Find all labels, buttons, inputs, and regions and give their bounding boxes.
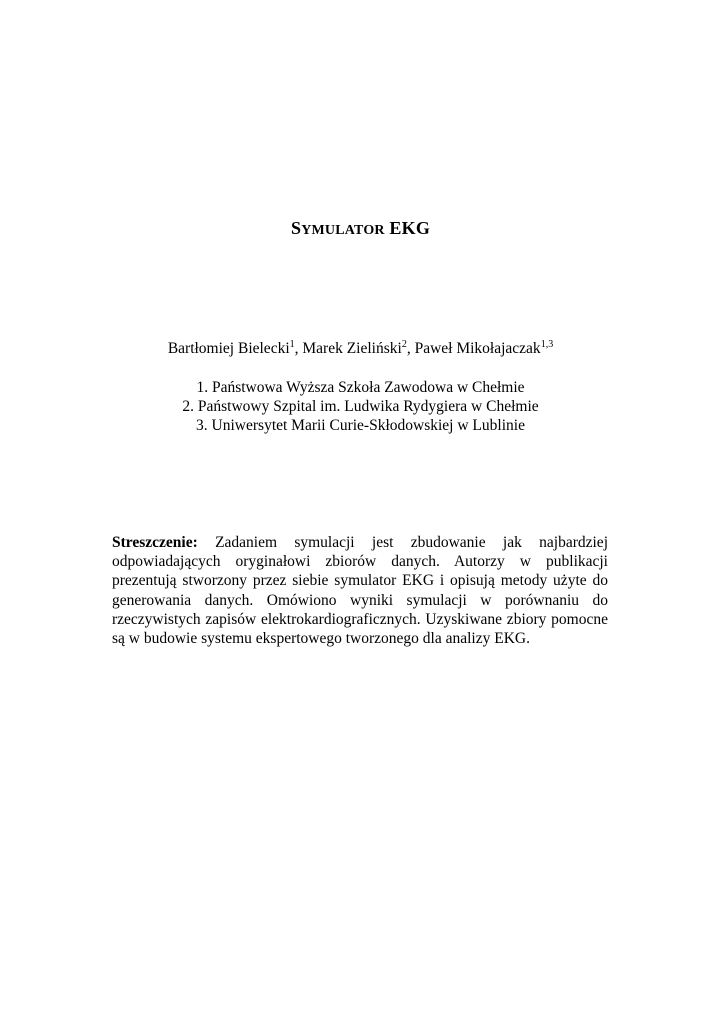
- title-first-letter: S: [290, 218, 302, 238]
- paper-title: [0, 218, 721, 239]
- affiliation-item: 2. Państwowy Szpital im. Ludwika Rydygiera w Chełmie: [182, 398, 539, 415]
- abstract-text: Zadaniem symulacji jest zbudowanie jak najbardziej odpowiadających oryginałowi zbiorów danych. Autorzy w publikacji prezentują stworzony przez siebie symulator EKG i opisują metody użyte do generowania danych. Omówiono wyniki symulacji w porównaniu do rzeczywistych zapisów elektrokardiograficznych. Uzyskiwane zbiory pomocne są w budowie systemu ekspertowego tworzonego dla analizy EKG.: [112, 534, 608, 648]
- author-list: [0, 340, 721, 358]
- author-name: Bartłomiej Bielecki: [167, 340, 290, 357]
- author-affiliation-mark: 1,3: [540, 338, 554, 350]
- author-name: Paweł Mikołajaczak: [414, 340, 541, 357]
- abstract-label: Streszczenie:: [112, 534, 198, 551]
- author-name: Marek Zieliński: [302, 340, 402, 357]
- affiliation-item: 3. Uniwersytet Marii Curie-Skłodowskiej w Lublinie: [196, 417, 525, 434]
- affiliation-list: [0, 378, 721, 435]
- author-separator: ,: [294, 340, 303, 357]
- author-affiliation-mark: 1: [289, 338, 295, 350]
- author-separator: ,: [406, 340, 415, 357]
- title-second-word: EKG: [389, 218, 431, 238]
- author-affiliation-mark: 2: [401, 338, 407, 350]
- affiliation-item: 1. Państwowa Wyższa Szkoła Zawodowa w Chełmie: [196, 379, 525, 396]
- title-small-caps: YMULATOR: [301, 223, 385, 238]
- abstract-paragraph: [112, 533, 608, 648]
